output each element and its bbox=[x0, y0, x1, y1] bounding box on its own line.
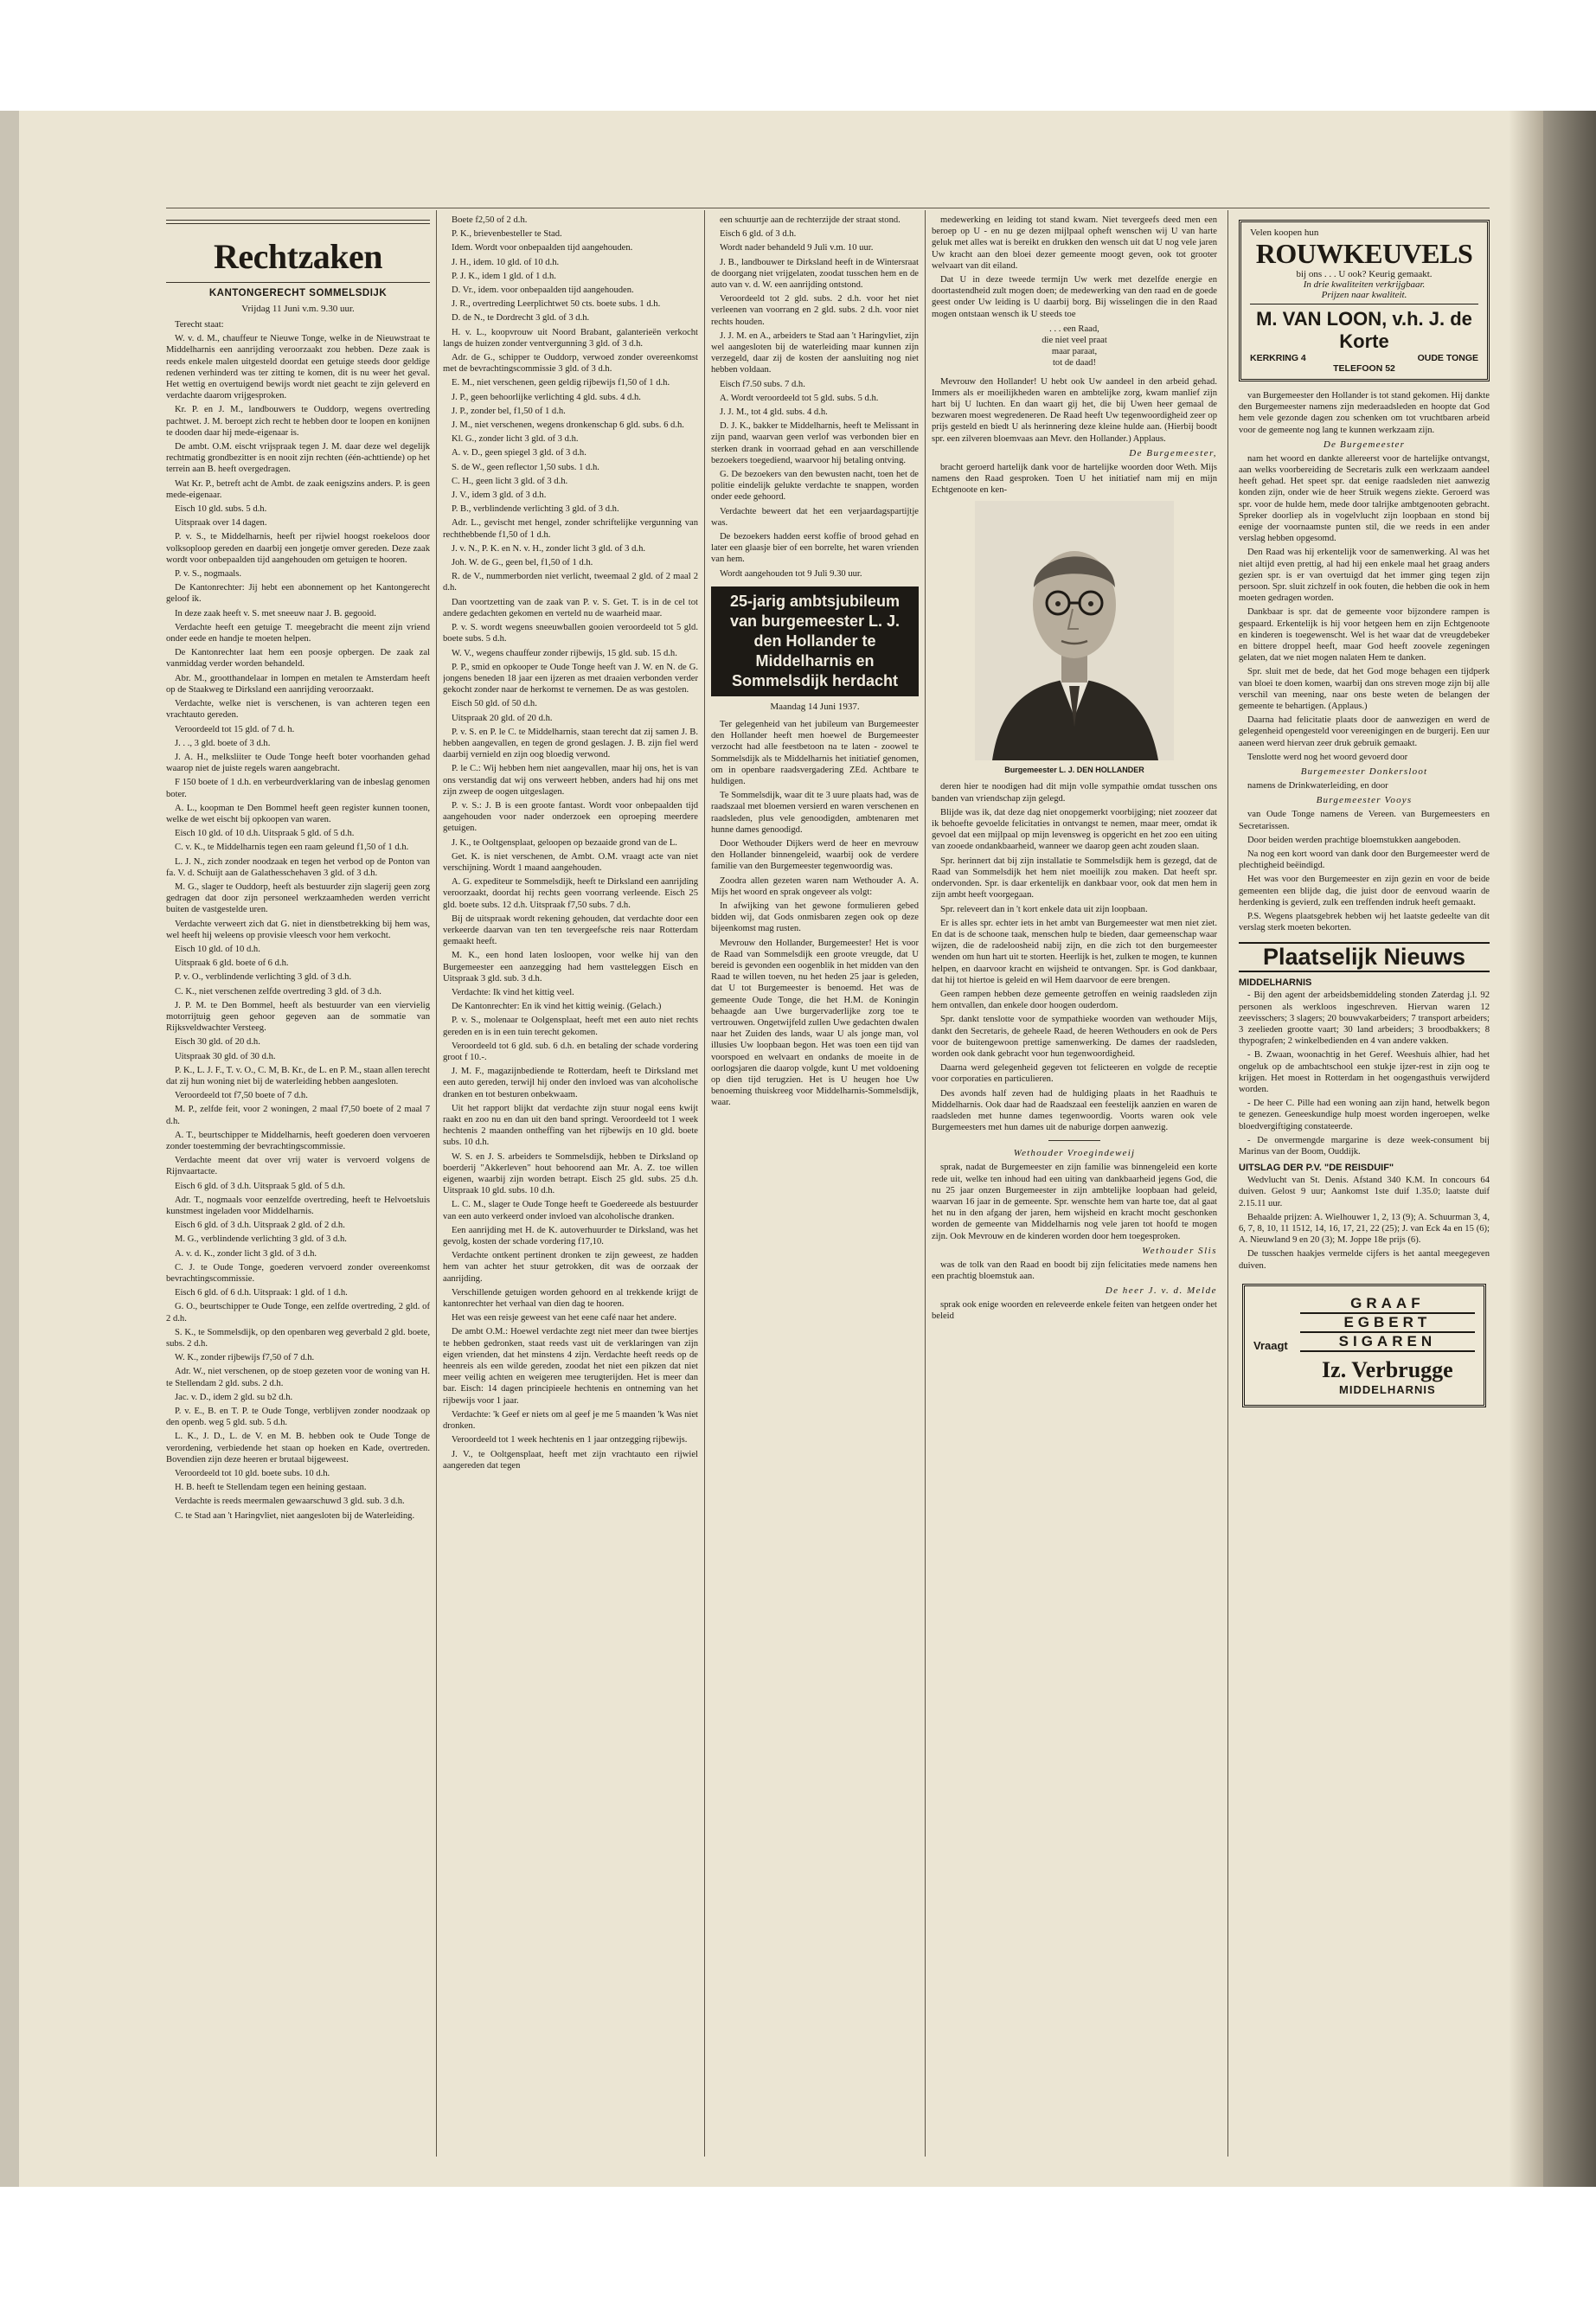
paragraph: Verschillende getuigen worden gehoord en al trekkende krijgt de kantonrechter het verhaal van dien dag te hooren. bbox=[443, 1287, 698, 1310]
paragraph: J. P., geen behoorlijke verlichting 4 gld. subs. 4 d.h. bbox=[452, 392, 641, 402]
paragraph: E. M., niet verschenen, geen geldig rijbewijs f1,50 of 1 d.h. bbox=[452, 378, 670, 388]
paragraph: Verdachte: 'k Geef er niets om al geef je me 5 maanden 'k Was niet dronken. bbox=[443, 1409, 698, 1432]
ad-call-to-action: Vraagt bbox=[1253, 1338, 1288, 1352]
mevrouw-paragraph bbox=[932, 376, 1217, 445]
paragraph: Een aanrijding met H. de K. autoverhuurder te Dirksland, was het gevolg, kosten der schade vordering f17,10. bbox=[443, 1225, 698, 1247]
paragraph: Eisch 10 gld. of 10 d.h. Uitspraak 5 gld. of 5 d.h. bbox=[175, 829, 355, 839]
local-news-items bbox=[1239, 990, 1490, 1157]
paragraph: Ter gelegenheid van het jubileum van Burgemeester den Hollander heeft men hoewel de Burgemeester verzocht had alle feestbetoon na te laten - zoowel te Sommelsdijk als te Middelharnis het initiatief genomen, om in openbare raadsvergadering ZEd. Achtbare te huldigen. bbox=[711, 719, 919, 786]
section-rule bbox=[166, 282, 430, 283]
paragraph: Daarna werd gelegenheid gegeven tot felicteeren en volgde de receptie voor corporaties en particulieren. bbox=[932, 1063, 1217, 1085]
paragraph: C. J. te Oude Tonge, goederen vervoerd zonder overeenkomst bevrachtingscommissie. bbox=[166, 1262, 430, 1285]
paragraph: Bij de uitspraak wordt rekening gehouden, dat verdachte door een verkeerde daarvan van ten ten tevergeefsche reis naar Rotterdam gemaakt heeft. bbox=[443, 913, 698, 947]
paragraph: Eisch 6 gld. of 6 d.h. Uitspraak: 1 gld. of 1 d.h. bbox=[175, 1288, 348, 1298]
paragraph: P. v. O., verblindende verlichting 3 gld. of 3 d.h. bbox=[175, 972, 352, 983]
paragraph: Kl. G., zonder licht 3 gld. of 3 d.h. bbox=[452, 434, 579, 445]
paragraph: Door Wethouder Dijkers werd de heer en mevrouw den Hollander binnengeleid, waarbij ook de verdere familie van den Burgemeester tegenwoordig was. bbox=[711, 838, 919, 872]
speaker-label: De heer J. v. d. Melde bbox=[1105, 1285, 1217, 1297]
paragraph: In afwijking van het gewone formulieren gebed bidden wij, dat Gods onmisbaren zegen ook op deze bijeenkomst mag rusten. bbox=[711, 901, 919, 934]
newspaper-page bbox=[19, 111, 1543, 2187]
paragraph: Geen rampen hebben deze gemeente getroffen en weinig raadsleden zijn hem ontvallen, dan enkele door hoogen ouderdom. bbox=[932, 989, 1217, 1011]
ad-town: OUDE TONGE bbox=[1417, 353, 1478, 363]
paragraph: Uitspraak over 14 dagen. bbox=[175, 518, 267, 529]
advertisement-rouwkeuvels bbox=[1239, 220, 1490, 381]
paragraph: J. M., niet verschenen, wegens dronkenschap 6 gld. subs. 6 d.h. bbox=[452, 420, 684, 431]
paragraph: A. L., koopman te Den Bommel heeft geen register kunnen toonen, welke de wet eischt bij opkoopen van waren. bbox=[166, 803, 430, 824]
paragraph: W. K., zonder rijbewijs f7,50 of 7 d.h. bbox=[175, 1353, 315, 1363]
paragraph: Eisch 6 gld. of 3 d.h. Uitspraak 2 gld. of 2 d.h. bbox=[175, 1221, 345, 1231]
paragraph: Na nog een kort woord van dank door den Burgemeester werd de plechtigheid beëindigd. bbox=[1239, 849, 1490, 871]
article-dateline: Maandag 14 Juni 1937. bbox=[770, 701, 860, 712]
slis-speech bbox=[932, 1259, 1217, 1282]
ad-seller: Iz. Verbrugge bbox=[1322, 1356, 1453, 1382]
column-1 bbox=[166, 215, 430, 2152]
paragraph: De ambt. O.M. eischt vrijspraak tegen J. M. daar deze wel degelijk rechtmatig grondbezitter is en nooit zijn rechten (één-achttiende) op het terrein aan B. heeft overgedragen. bbox=[166, 442, 430, 475]
mayor-portrait-image bbox=[975, 501, 1174, 760]
separator bbox=[1048, 1140, 1100, 1141]
paragraph: was de tolk van den Raad en boodt bij zijn felicitaties mede namens hen een prachtig bloemstuk aan. bbox=[932, 1259, 1217, 1281]
paragraph: C. K., niet verschenen zelfde overtreding 3 gld. of 3 d.h. bbox=[175, 986, 381, 997]
paragraph: J. K., te Ooltgensplaat, geloopen op bezaaide grond van de L. bbox=[452, 837, 677, 848]
column-rule bbox=[925, 210, 926, 2157]
paragraph: Uit het rapport blijkt dat verdachte zijn stuur nogal eens kwijt raakt en zoo nu en dan uit den band springt. Veroordeeld tot 1 week hechtenis 2 maanden ontheffing van het rijbewijs en 10 gld. boete subs. 10 d.h. bbox=[443, 1103, 698, 1148]
paragraph: J. J. M., tot 4 gld. subs. 4 d.h. bbox=[720, 407, 828, 418]
paragraph: J. M. F., magazijnbediende te Rotterdam, heeft te Dirksland met een auto gereden, terwijl hij onder den invloed was van alcoholische dranken en tot besturen onbekwaam. bbox=[443, 1067, 698, 1099]
paragraph: bracht geroerd hartelijk dank voor de hartelijke woorden door Weth. Mijs namens den Raad gesproken. Toen U het initiatief nam mij en mijn Echtgenoote en ken- bbox=[932, 462, 1217, 496]
paragraph: M. G., slager te Ouddorp, heeft als bestuurder zijn slagerij geen zorg gedragen dat door zijn personeel werkzaamheden werden verricht buiten de vastgestelde uren. bbox=[166, 881, 430, 915]
paragraph: Veroordeeld tot 15 gld. of 7 d. h. bbox=[175, 724, 295, 734]
paragraph: Veroordeeld tot f7,50 boete of 7 d.h. bbox=[175, 1091, 308, 1101]
paragraph: A. Wordt veroordeeld tot 5 gld. subs. 5 d.h. bbox=[720, 393, 879, 403]
ad-brand: SIGAREN bbox=[1300, 1333, 1475, 1352]
paragraph: Spr. releveert dan in 't kort enkele data uit zijn loopbaan. bbox=[940, 904, 1148, 914]
ad-address-row bbox=[1250, 353, 1478, 363]
paragraph: Spr. herinnert dat bij zijn installatie te Sommelsdijk hem is gezegd, dat de Raad van Sommelsdijk het hem niet moeilijk zou maken. Dat heeft spr. ondervonden. Spr. is daar erkentelijk en dankbaar voor, ook dat men hem in zijn ambt heeft voorgegaan. bbox=[932, 856, 1217, 901]
ad-phone: TELEFOON 52 bbox=[1333, 363, 1395, 374]
paragraph: Te Sommelsdijk, waar dit te 3 uure plaats had, was de raadszaal met bloemen versierd en waren verschenen en raadsleden, plus vele genoodigden, ambtenaren met hunne dames genoodigd. bbox=[711, 791, 919, 835]
paragraph: Verdachte verweert zich dat G. niet in dienstbetrekking bij hem was, wel heeft hij weleens op provisie vleesch voor hem verkocht. bbox=[166, 919, 430, 940]
paragraph: Eisch 30 gld. of 20 d.h. bbox=[175, 1037, 260, 1048]
column-4 bbox=[932, 215, 1217, 2152]
paragraph: J. . ., 3 gld. boete of 3 d.h. bbox=[175, 738, 271, 748]
section-title-plaatselijk-nieuws: Plaatselijk Nieuws bbox=[1239, 942, 1490, 972]
paragraph: - B. Zwaan, woonachtig in het Geref. Weeshuis alhier, had het ongeluk op de ambachtschool een stukje ijzer-rest in zijn oog te krijgen. Het moest in Rotterdam in het oogengasthuis verwijderd worden. bbox=[1239, 1050, 1490, 1094]
mayor-thanks bbox=[1239, 453, 1490, 763]
paragraph: Uitspraak 30 gld. of 30 d.h. bbox=[175, 1051, 276, 1061]
mayor-reply bbox=[932, 462, 1217, 497]
column-2 bbox=[443, 215, 698, 2152]
court-name: KANTONGERECHT SOMMELSDIJK bbox=[208, 288, 388, 298]
paragraph: D. Vr., idem. voor onbepaalden tijd aangehouden. bbox=[452, 285, 634, 296]
paragraph: H. v. L., koopvrouw uit Noord Brabant, galanterieën verkocht langs de huizen zonder ventvergunning 3 gld. of 3 d.h. bbox=[443, 327, 698, 349]
paragraph: A. T., beurtschipper te Middelharnis, heeft goederen doen vervoeren zonder toestemming der bevrachtingscommissie. bbox=[166, 1130, 430, 1151]
paragraph: L. K., J. D., L. de V. en M. B. hebben ook te Oude Tonge de verordening, verbiedende het staan op hoeken en Kade, overtreden. Bovendien zijn deze heeren er brutaal bijgeweest. bbox=[166, 1432, 430, 1465]
speaker-label: De Burgemeester bbox=[1323, 439, 1406, 450]
paragraph: A. v. d. K., zonder licht 3 gld. of 3 d.h. bbox=[175, 1248, 317, 1259]
paragraph: Het was voor den Burgemeester en zijn gezin en voor de beide gemeenten een blijde dag, die juist door de eenvoud waarin de herdenking is gevierd, zulk een treffenden indruk heeft gemaakt. bbox=[1239, 875, 1490, 907]
mayor-reply-continued bbox=[932, 781, 1217, 1133]
paragraph: Het was een reisje geweest van het eene café naar het andere. bbox=[452, 1313, 676, 1324]
paragraph: Eisch 10 gld. subs. 5 d.h. bbox=[175, 504, 267, 515]
ad-body bbox=[1300, 1295, 1475, 1396]
poem: . . . een Raad, die niet veel praat maar paraat, tot de daad! bbox=[1042, 324, 1107, 369]
paragraph: Abr. M., grootthandelaar in lompen en metalen te Amsterdam heeft op de Staakweg te Dirksland een aanrijding veroorzaakt. bbox=[166, 673, 430, 695]
paragraph: L. C. M., slager te Oude Tonge heeft te Goedereede als bestuurder van een auto verkeerd onder invloed van alcoholische dranken. bbox=[443, 1200, 698, 1221]
paragraph: Get. K. is niet verschenen, de Ambt. O.M. vraagt acte van niet verschijning. Wordt 1 maand aangehouden. bbox=[443, 851, 698, 873]
photo-caption: Burgemeester L. J. DEN HOLLANDER bbox=[1004, 766, 1144, 775]
paragraph: Wedvlucht van St. Denis. Afstand 340 K.M. In concours 64 duiven. Gelost 9 uur; Aankomst 1ste duif 1.35.0; laatste duif 2.15.11 uur. bbox=[1239, 1176, 1490, 1208]
paragraph: W. v. d. M., chauffeur te Nieuwe Tonge, welke in de Nieuwstraat te Middelharnis een aanrijding veroorzaakt zou hebben. Deze zaak is reeds enkele malen uitgesteld doordat een getuige steeds door geldige redenen verhinderd was ter zitting te komen, dit is nu weer het geval. Het wettig en overtuigend bewijs wordt niet geacht te zijn geleverd en verdachte daarom vrijgesproken. bbox=[166, 334, 430, 401]
paragraph: Adr. W., niet verschenen, op de stoep gezeten voor de woning van H. te Stellendam 2 gld. subs. 2 d.h. bbox=[166, 1367, 430, 1388]
paragraph: - Bij den agent der arbeidsbemiddeling stonden Zaterdag j.l. 92 personen als werkloos ingeschreven. Hiervan waren 12 zeevisschers; 3 slagers; 20 bouwvakarbeiders; 7 transport arbeiders; 3 zeelieden grootte vaart; 30 land arbeiders; 3 broodbakkers; 8 thypografen; 2 winkelbedienden en 4 van andere vakken. bbox=[1239, 990, 1490, 1047]
paragraph: F 150 boete of 1 d.h. en verbeurdverklaring van de inbeslag genomen boter. bbox=[166, 778, 430, 799]
paragraph: P. le C.: Wij hebben hem niet aangevallen, maar hij ons, het is van ons verstandig dat wij ons verweert hebben, anders had hij ons met zijn zweep de oogen uitgeslagen. bbox=[443, 764, 698, 797]
paragraph: Idem. Wordt voor onbepaalden tijd aangehouden. bbox=[452, 243, 633, 253]
column-rule bbox=[436, 210, 437, 2157]
paragraph: Daarna had felicitatie plaats door de aanwezigen en werd de gelegenheid opengesteld voor vereenigingen en de burgerij. Een uur aaneen werd hiervan zeer druk gebruik gemaakt. bbox=[1239, 715, 1490, 748]
paragraph: nam het woord en dankte allereerst voor de hartelijke ontvangst, aan welks voorbereiding de Secretaris zulk een werkzaam aandeel heeft gehad. Het speet spr. dat eenige raadsleden niet aanwezig konden zijn, onder wie de heer Struik wegens ziekte. Geroerd was spr. voor de hulde hem, mede door talrijke ambtgenooten gebracht. Spreker doorliep als in vogelvlucht zijn loopbaan en stond bij eenige der voornaamste punten stil, die we reeds in een ander verslag hebben opgesomd. bbox=[1239, 453, 1490, 544]
paragraph: P.S. Wegens plaatsgebrek hebben wij het laatste gedeelte van dit verslag sterk moeten bekorten. bbox=[1239, 911, 1490, 933]
paragraph: G. O., beurtschipper te Oude Tonge, een zelfde overtreding, 2 gld. of 2 d.h. bbox=[166, 1302, 430, 1324]
paragraph: P. v. S., nogmaals. bbox=[175, 569, 242, 580]
paragraph: Wordt nader behandeld 9 Juli v.m. 10 uur. bbox=[720, 243, 874, 253]
paragraph: P. P., smid en opkooper te Oude Tonge heeft van J. W. en N. de G. jongens beneden 18 jaar een ijzeren as met draaien verbonden verder gekocht zonder naar de herkomst te vernemen. De as was gestolen. bbox=[443, 662, 698, 695]
paragraph: P. v. E., B. en T. P. te Oude Tonge, verblijven zonder noodzaak op den openb. weg 5 gld. sub. 5 d.h. bbox=[166, 1407, 430, 1428]
jubilee-article-continued bbox=[932, 215, 1217, 320]
column-rule bbox=[1227, 210, 1228, 2157]
paragraph: Des avonds half zeven had de huldiging plaats in het Raadhuis te Middelharnis. Ook daar had de Raadszaal een feestelijk aanzien en waren de raadsleden met hunne dames tegenwoordig. Voorts waren ook vele Burgemeesters met hun dames uit de naburige dorpen aanwezig. bbox=[932, 1088, 1217, 1133]
portrait-photo bbox=[975, 501, 1174, 760]
paragraph: - De heer C. Pille had een woning aan zijn hand, hetwelk begon te genezen. Geneeskundige hulp moest worden ingeroepen, welke bloedvergiftiging constateerde. bbox=[1239, 1099, 1490, 1131]
article-ending bbox=[1239, 390, 1490, 436]
melde-speech bbox=[932, 1299, 1217, 1322]
court-cases-end bbox=[711, 215, 919, 580]
speaker-label: Burgemeester Vooys bbox=[1316, 795, 1413, 806]
paragraph: Kr. P. en J. M., landbouwers te Ouddorp, wegens overtreding pachtwet. J. M. beroept zich recht te hebben door te loopen en konijnen te dooden daar hij mede-eigenaar is. bbox=[166, 405, 430, 438]
pigeon-race-results bbox=[1239, 1175, 1490, 1272]
paragraph: G. De bezoekers van den bewusten nacht, toen het de politie eindelijk gelukte verdachte te snappen, worden onder eede gehoord. bbox=[711, 470, 919, 503]
paragraph: C. te Stad aan 't Haringvliet, niet aangesloten bij de Waterleiding. bbox=[175, 1510, 415, 1521]
news-subhead: UITSLAG DER P.V. "DE REISDUIF" bbox=[1239, 1163, 1394, 1174]
paragraph: Den Raad was hij erkentelijk voor de samenwerking. Al was het niet altijd even prettig, al had hij een enkele maal het graag anders gezien spr. is er van overtuigd dat het immer ging tegen zijn persoon. Spr. sluit zichzelf in ook fouten, die hebben die ook in hem moeten gedragen worden. bbox=[1239, 548, 1490, 604]
ad-brand: ROUWKEUVELS bbox=[1255, 238, 1473, 269]
paragraph: L. J. N., zich zonder noodzaak en tegen het verbod op de Ponton van fa. V. d. Schuijt aan de Galathesschehaven 3 gld. of 3 d.h. bbox=[166, 856, 430, 878]
paragraph: In deze zaak heeft v. S. met sneeuw naar J. B. gegooid. bbox=[175, 608, 376, 619]
jubilee-article-body bbox=[711, 719, 919, 1109]
paragraph: Joh. W. de G., geen bel, f1,50 of 1 d.h. bbox=[452, 558, 593, 568]
paragraph: D. de N., te Dordrecht 3 gld. of 3 d.h. bbox=[452, 313, 590, 324]
ad-town: MIDDELHARNIS bbox=[1339, 1382, 1436, 1396]
paragraph: Verdachte beweert dat het een verjaardagspartijtje was. bbox=[711, 506, 919, 528]
paragraph: Verdachte: Ik vind het kittig veel. bbox=[452, 987, 574, 997]
paragraph: Eisch 10 gld. of 10 d.h. bbox=[175, 944, 260, 954]
news-subhead: MIDDELHARNIS bbox=[1239, 977, 1312, 989]
paragraph: De Kantonrechter laat hem een poosje opbergen. De zaak zal vanmiddag verder worden behandeld. bbox=[166, 648, 430, 670]
paragraph: Boete f2,50 of 2 d.h. bbox=[452, 215, 528, 225]
paragraph: Eisch 6 gld. of 3 d.h. bbox=[720, 229, 797, 240]
paragraph: Behaalde prijzen: A. Wielhouwer 1, 2, 13 (9); A. Schuurman 3, 4, 6, 7, 8, 10, 11 1512, 14, 16, 17, 21, 22 (25); J. van Eck 4a en 15 (6); A. Nieuwland 9 en 20 (3); M. Joppe 18e prijs (6). bbox=[1239, 1212, 1490, 1246]
paragraph: Door beiden werden prachtige bloemstukken aangeboden. bbox=[1247, 835, 1461, 845]
paragraph: W. S. en J. S. arbeiders te Sommelsdijk, hebben te Dirksland op boerderij "Akkerleven" hout behoorend aan Mr. A. Z. toe willen eigenen, waarbij zijn worden betrapt. Eisch 25 gld. subs. 25 d.h. Uitspraak 10 gld. subs. 10 d.h. bbox=[443, 1151, 698, 1196]
paragraph: J. P., zonder bel, f1,50 of 1 d.h. bbox=[452, 406, 566, 416]
paragraph: Wat Kr. P., betreft acht de Ambt. de zaak eenigszins anders. P. is geen mede-eigenaar. bbox=[166, 478, 430, 500]
paragraph: S. de W., geen reflector 1,50 subs. 1 d.h. bbox=[452, 462, 599, 472]
ad-brand: EGBERT bbox=[1300, 1314, 1475, 1333]
paragraph: De tusschen haakjes vermelde cijfers is het aantal meegegeven duiven. bbox=[1239, 1249, 1490, 1271]
paragraph: van Oude Tonge namens de Vereen. van Burgemeesters en Secretarissen. bbox=[1239, 810, 1490, 831]
paragraph: De ambt O.M.: Hoewel verdachte zegt niet meer dan twee biertjes te hebben gedronken, staat reeds vast uit de verklaringen van zijn eigen vrienden, dat het minstens 4 zijn. Verdachte heeft reeds op de heenreis als een wilde gereden, zoodat het niet een pikzen dat niet meer veilig achten en weigeren mee terugterijden. Het is meer dan bar. Eisch: 14 dagen principieele hechtenis en ontneming van het rijbewijs voor 1 jaar. bbox=[443, 1327, 698, 1406]
speaker-label: Wethouder Vroegindeweij bbox=[1013, 1148, 1136, 1159]
paragraph: Verdachte, welke niet is verschenen, is van achteren tegen een vrachtauto gereden. bbox=[166, 699, 430, 721]
paragraph: R. de V., nummerborden niet verlicht, tweemaal 2 gld. of 2 maal 2 d.h. bbox=[443, 572, 698, 593]
paragraph: P. v. S., molenaar te Oolgensplaat, heeft met een auto niet rechts gereden en is in een tuin terecht gekomen. bbox=[443, 1016, 698, 1037]
paragraph: Dankbaar is spr. dat de gemeente voor bijzondere rampen is gespaard. Erkentelijk is hij voor hetgeen hem en zijn Echtgenoote en kinderen is toegewenscht. Wel is het waar dat de vreugdebeker en bittere droppel heeft, maar God heeft zoovele zegeningen gelaten, dat we niet mogen nalaten Hem te danken. bbox=[1239, 607, 1490, 663]
paragraph bbox=[1239, 780, 1490, 792]
speaker-label: De Burgemeester, bbox=[1129, 447, 1217, 458]
paragraph: A. v. D., geen spiegel 3 gld. of 3 d.h. bbox=[452, 448, 586, 458]
paragraph: Veroordeeld tot 10 gld. boete subs. 10 d.h. bbox=[175, 1469, 330, 1479]
paragraph: J. B., landbouwer te Dirksland heeft in de Wintersraat de doorgang niet vrijgelaten, zoodat tusschen hem en de auto van v. d. W. een aanrijding ontstond. bbox=[711, 257, 919, 291]
court-cases-continued bbox=[443, 215, 698, 1471]
paragraph: J. H., idem. 10 gld. of 10 d.h. bbox=[452, 257, 560, 267]
advertisement-graaf-egbert bbox=[1242, 1284, 1486, 1407]
column-rule bbox=[704, 210, 705, 2157]
article-headline: 25-jarig ambtsjubileum van burgemeester L. J. den Hollander te Middelharnis en Sommelsdijk herdacht bbox=[711, 586, 919, 696]
paragraph: C. H., geen licht 3 gld. of 3 d.h. bbox=[452, 476, 568, 486]
paragraph: Verdachte heeft een getuige T. meegebracht die meent zijn vriend onder eede en handje te moeten helpen. bbox=[166, 622, 430, 644]
paragraph: Adr. L., gevischt met hengel, zonder schriftelijke vergunning van rechthebbende f1,50 of 1 d.h. bbox=[443, 518, 698, 540]
paragraph: J. P. M. te Den Bommel, heeft als bestuurder van een viervielig motorrijtuig geen gehoor gegeven aan de sommatie van Rijksveldwachter Versteeg. bbox=[166, 1000, 430, 1034]
paragraph: P. v. S. wordt wegens sneeuwballen gooien veroordeeld tot 5 gld. boete subs. 5 d.h. bbox=[443, 623, 698, 644]
column-5 bbox=[1239, 215, 1490, 2152]
paragraph: van Burgemeester den Hollander is tot stand gekomen. Hij dankte den Burgemeester namens zijn mederaadsleden en hoopte dat God hem vele gezonde dagen zou schenken om tot vruchtbaren arbeid voor de gemeente nog lang te kunnen werkzaam zijn. bbox=[1239, 391, 1490, 435]
paragraph: Zoodra allen gezeten waren nam Wethouder A. A. Mijs het woord en sprak ongeveer als volgt: bbox=[711, 875, 919, 897]
speaker-label: Wethouder Slis bbox=[1142, 1245, 1217, 1256]
stood-trial-label: Terecht staat: bbox=[175, 320, 224, 330]
paragraph: W. V., wegens chauffeur zonder rijbewijs, 15 gld. sub. 15 d.h. bbox=[452, 648, 677, 658]
ad-brand: GRAAF bbox=[1300, 1295, 1475, 1314]
session-date: Vrijdag 11 Juni v.m. 9.30 uur. bbox=[241, 304, 355, 314]
paragraph: medewerking en leiding tot stand kwam. Niet tevergeefs deed men een beroep op U - en nu ge dezen mijlpaal opheft wenschen wij U van harte geluk met alles wat is bereikt en drukken den wensch uit dat U nog vele jaren Uw kracht aan den bloei dezer gemeente moogt geven, ook tot grooter welvaart van dit eiland. bbox=[932, 215, 1217, 271]
paragraph: C. v. K., te Middelharnis tegen een raam geleund f1,50 of 1 d.h. bbox=[175, 843, 409, 853]
paragraph: Uitspraak 20 gld. of 20 d.h. bbox=[452, 713, 553, 723]
speaker-label: Burgemeester Donkersloot bbox=[1300, 766, 1428, 778]
ad-line: Prijzen naar kwaliteit. bbox=[1321, 290, 1407, 300]
paragraph: Veroordeeld tot 1 week hechtenis en 1 jaar ontzegging rijbewijs. bbox=[452, 1435, 688, 1445]
paragraph: Blijde was ik, dat deze dag niet onopgemerkt voorbijging; niet zoozeer dat ik behoefte gevoelde felicitaties in ontvangst te nemen, maar meer, omdat ik gevoel dat een mijlpaal op mijn levensweg is opgericht en het zoo een uiting van zooede ondankbaarheid, wanneer we daarop geen acht zouden slaan. bbox=[932, 807, 1217, 852]
paragraph: Spr. dankt tenslotte voor de sympathieke woorden van wethouder Mijs, dankt den Secretaris, de geheele Raad, de heeren Wethouders en ook de Pers voor de buitengewoon prettige samenwerking. De dames der raadsleden, worden ook dank gebracht voor hun tegenwoordigheid. bbox=[932, 1015, 1217, 1059]
paragraph: Verdachte is reeds meermalen gewaarschuwd 3 gld. sub. 3 d.h. bbox=[175, 1497, 405, 1507]
paragraph: Er is alles spr. echter iets in het ambt van Burgemeester wat men niet ziet. En dat is de schoone taak, menschen hulp te bieden, daar gemeenschap waar wijzen, die de radeloosheid nabij zijn, en die zich tot den burgemeester wenden om hun hart uit te storten. Heerlijk is het, zulken te mogen, te kunnen helpen, en daarvoor kracht en wijsheid te ontvangen. Spr. is God dankbaar, dat hij tot hiertoe is geleid en wil Hem daarvoor de eere brengen. bbox=[932, 918, 1217, 985]
paragraph: Wordt aangehouden tot 9 Juli 9.30 uur. bbox=[720, 568, 862, 579]
article-closing bbox=[1239, 809, 1490, 933]
ad-line: In drie kwaliteiten verkrijgbaar. bbox=[1303, 279, 1426, 290]
paragraph: Eisch f7.50 subs. 7 d.h. bbox=[720, 379, 805, 389]
paragraph: - De onvermengde margarine is deze week-consument bij Marinus van der Boom, Ouddijk. bbox=[1239, 1135, 1490, 1157]
paragraph: Veroordeeld tot 6 gld. sub. 6 d.h. en betaling der schade vordering groot f 10.-. bbox=[443, 1041, 698, 1062]
paragraph: J. R., overtreding Leerplichtwet 50 cts. boete subs. 1 d.h. bbox=[452, 299, 661, 310]
court-cases-body bbox=[166, 333, 430, 1522]
paragraph: Veroordeeld tot 2 gld. subs. 2 d.h. voor het niet verleenen van voorrang en 2 gld. subs. 2 d.h. voor niet rechts houden. bbox=[711, 294, 919, 327]
paragraph: J. A. H., melksliiter te Oude Tonge heeft boter voorhanden gehad waarop niet de juiste regels waren aangebracht. bbox=[166, 752, 430, 774]
paragraph: Mevrouw den Hollander, Burgemeester! Het is voor de Raad van Sommelsdijk een groote vreugde, dat U bereid is gevonden een oogenblik in het midden van den Raad te willen toeven, nu het heden 25 jaar is geleden, dat U tot Burgemeester is benoemd. Het was de gemeente Oude Tonge, die het H.M. de Koningin behaagde aan Uwe burgervaderlijke zorg toe te vertrouwen. Ongetwijfeld zullen Uwe gedachten dwalen naar het Zuiden des lands, waar U als jonge man, vol illusies Uw loopbaan begon. Het was toen een tijd van voorspoed en welvaart en ondanks de moeite in de oorlogsjaren die daarop volgde, kunt U met voldoening op dien tijd terugzien. Het is U heugen hoe Uw benoeming thuiskreeg voor Middelharnis-Sommelsdijk, waar. bbox=[711, 938, 919, 1108]
paragraph: D. J. K., bakker te Middelharnis, heeft te Melissant in zijn pand, waarvan geen verlof was verbonden bier en sterken drank in voorraad gehad en aan verschillende bezoekers toegediend, waarvoor hij betaling ontving. bbox=[711, 421, 919, 465]
section-rule bbox=[166, 220, 430, 224]
paragraph: Mevrouw den Hollander! U hebt ook Uw aandeel in den arbeid gehad. Immers als er moeilijkheden waren en ambtelijke zorg, kwam manlief zijn hart bij U luchten. En dan waart gij het, die bij Uwen heer gemaal de bezwaren moest wegredeneren. De Raad heeft Uw tegenwoordigheid zeer op prijs gesteld en biedt U als herinnering deze kleine hulde aan. (Hierbij boodt spr. een zilveren bloemvaas aan Mevr. den Hollander.) Applaus. bbox=[932, 376, 1217, 444]
paragraph: P. v. S., te Middelharnis, heeft per rijwiel hoogst roekeloos door volksoploop gereden en daarbij een jongetje omver gereden. Deze zaak wordt voor onbepaalden tijd aangehouden om getuigen te hooren. bbox=[166, 532, 430, 565]
paragraph: P. B., verblindende verlichting 3 gld. of 3 d.h. bbox=[452, 504, 619, 515]
paragraph: J. v. N., P. K. en N. v. H., zonder licht 3 gld. of 3 d.h. bbox=[452, 543, 646, 554]
paragraph: Verdachte ontkent pertinent dronken te zijn geweest, ze hadden hem van achter het stuur getrokken, dit was de oorzaak der aanrijding. bbox=[443, 1251, 698, 1284]
paragraph: De Kantonrechter: Jij hebt een abonnement op het Kantongerecht geloof ik. bbox=[166, 583, 430, 605]
paragraph: Adr. T., nogmaals voor eenzelfde overtreding, heeft te Helvoetsluis kunstmest ingeladen voor Middelharnis. bbox=[166, 1195, 430, 1217]
paragraph: P. v. S. en P. le C. te Middelharnis, staan terecht dat zij samen J. B. hebben aangevallen, en tegen de grond geslagen. J. B. zijn fiel werd daarbij vernield en zijn oog bloedig verwond. bbox=[443, 727, 698, 760]
paragraph: namens de Drinkwaterleiding, en door bbox=[1247, 781, 1388, 792]
paragraph: Tenslotte werd nog het woord gevoerd door bbox=[1247, 752, 1408, 762]
paragraph: J. V., te Ooltgensplaat, heeft met zijn vrachtauto een rijwiel aangereden dat tegen bbox=[443, 1449, 698, 1471]
paragraph: deren hier te noodigen had dit mijn volle sympathie omdat tusschen ons banden van vriendschap zijn gelegd. bbox=[932, 782, 1217, 804]
paragraph: Dan voortzetting van de zaak van P. v. S. Get. T. is in de cel tot andere gedachten gekomen en verteld nu de waarheid maar. bbox=[443, 597, 698, 619]
paragraph: Adr. de G., schipper te Ouddorp, verwoed zonder overeenkomst met de bevrachtingscommissie 3 gld. of 3 d.h. bbox=[443, 353, 698, 375]
paragraph: M. P., zelfde feit, voor 2 woningen, 2 maal f7,50 boete of 2 maal 7 d.h. bbox=[166, 1105, 430, 1126]
ad-address: KERKRING 4 bbox=[1250, 353, 1306, 363]
paragraph: sprak ook enige woorden en releveerde enkele feiten van hetgeen onder het beleid bbox=[932, 1300, 1217, 1322]
paragraph: Uitspraak 6 gld. boete of 6 d.h. bbox=[175, 958, 289, 969]
paragraph: Spr. sluit met de bede, dat het God moge behagen een tijdperk van bloei te doen komen, waarbij dan ons streven moge zijn bij alle verschil van meening, naar ons beste weten de belangen der gemeente te behartigen. (Applaus.) bbox=[1239, 667, 1490, 712]
paragraph: A. G. expediteur te Sommelsdijk, heeft te Dirksland een aanrijding veroorzaakt, doordat hij rechts geen voorrang verleende. Eisch 25 gld. boete subs. 12 d.h. Uitspraak f7,50 subs. 7 d.h. bbox=[443, 877, 698, 910]
paragraph: Eisch 50 gld. of 50 d.h. bbox=[452, 699, 537, 709]
paragraph: Jac. v. D., idem 2 gld. su b2 d.h. bbox=[175, 1392, 293, 1402]
paragraph: M. G., verblindende verlichting 3 gld. of 3 d.h. bbox=[175, 1234, 347, 1245]
paragraph: Eisch 6 gld. of 3 d.h. Uitspraak 5 gld. of 5 d.h. bbox=[175, 1181, 345, 1191]
paragraph: De Kantonrechter: En ik vind het kittig weinig. (Gelach.) bbox=[452, 1002, 662, 1012]
paragraph: De bezoekers hadden eerst koffie of brood gehad en later een glaasje bier of een borrelte, het waren vrienden van hem. bbox=[711, 532, 919, 565]
ad-seller: M. VAN LOON, v.h. J. de Korte bbox=[1250, 304, 1478, 353]
paragraph: S. K., te Sommelsdijk, op den openbaren weg geverbald 2 gld. boete, subs. 2 d.h. bbox=[166, 1327, 430, 1349]
book-spine bbox=[1543, 111, 1596, 2187]
ad-line: Velen koopen hun bbox=[1250, 228, 1319, 238]
paragraph: J. V., idem 3 gld. of 3 d.h. bbox=[452, 490, 547, 501]
paragraph: Verdachte meent dat over vrij water is vervoerd volgens de Rijnvaartacte. bbox=[166, 1156, 430, 1177]
paragraph: sprak, nadat de Burgemeester en zijn familie was binnengeleid een korte rede uit, welke ten inhoud had een uiting van dankbaarheid jegens God, die nu 25 jaar onzen Burgemeester in zijn ambtelijke loopbaan had geleid, waarvan 16 jaar in de gemeente. Spr. wenschte hem van harte toe, dat al gaat het nu in den afgang der jaren, hem wijsheid en kracht mocht geschonken worden de gemeente van Middelharnis nog vele jaren tot hoofd te mogen zijn. Ook Mevrouw en de kinderen worden door hem toegesproken. bbox=[932, 1163, 1217, 1241]
paragraph: P. K., brievenbesteller te Stad. bbox=[452, 229, 562, 240]
ad-line: bij ons . . . U ook? Keurig gemaakt. bbox=[1296, 269, 1433, 279]
paragraph: P. K., L. J. F., T. v. O., C. M, B. Kr., de L. en P. M., staan allen terecht dat zij hun woning niet bij de waterleiding hebben aangesloten. bbox=[166, 1065, 430, 1086]
paragraph: Dat U in deze tweede termijn Uw werk met dezelfde energie en doortastendheid zult mogen doen; de medewerking van den raad en de goede geest onder Uw leiding is U daarbij borg. Bij wisselingen die in den Raad mogen ontstaan wensch ik U steeds toe bbox=[932, 275, 1217, 319]
paragraph: P. v. S.: J. B is een groote fantast. Wordt voor onbepaalden tijd aangehouden voor nader onderzoek een oproeping meerdere getuigen. bbox=[443, 800, 698, 834]
paragraph: P. J. K., idem 1 gld. of 1 d.h. bbox=[452, 271, 556, 281]
section-title-rechtzaken: Rechtzaken bbox=[214, 237, 382, 276]
paragraph: H. B. heeft te Stellendam tegen een heining gestaan. bbox=[175, 1483, 367, 1493]
paragraph: M. K., een hond laten losloopen, voor welke hij van den Burgemeester een aanzegging had hem vastteleggen Eisch en Uitspraak 3 gld. sub. 3 d.h. bbox=[443, 951, 698, 984]
vroegindeweij-speech bbox=[932, 1162, 1217, 1241]
paragraph: een schuurtje aan de rechterzijde der straat stond. bbox=[720, 215, 901, 225]
column-3 bbox=[711, 215, 919, 2152]
paragraph: J. J. M. en A., arbeiders te Stad aan 't Haringvliet, zijn wel aangesloten bij de waterleiding maar kunnen zijn verzegeld, daar zij de kosten der aansluiting nog niet hebben voldaan. bbox=[711, 330, 919, 375]
